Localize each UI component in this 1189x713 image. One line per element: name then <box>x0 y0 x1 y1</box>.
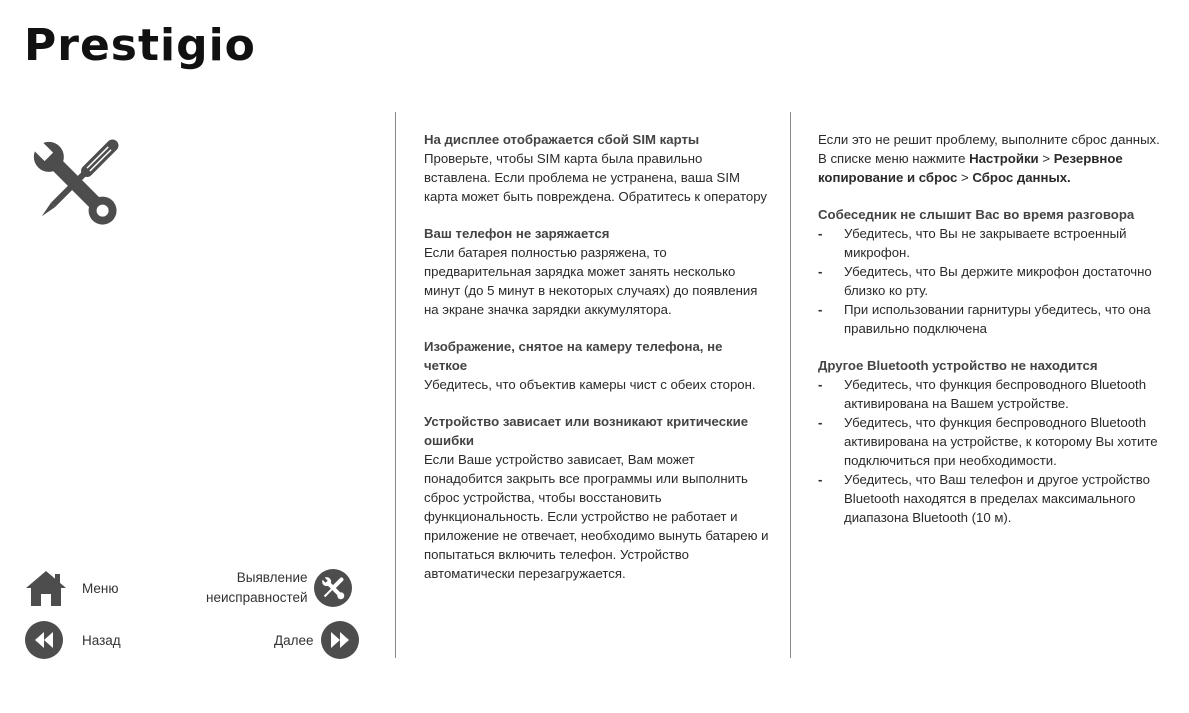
list-item: - Убедитесь, что Вы держите микрофон достаточно близко ко рту. <box>818 262 1168 300</box>
home-icon <box>24 568 68 608</box>
next-button[interactable] <box>274 621 359 659</box>
fast-forward-icon <box>321 621 359 659</box>
content-column-2 <box>818 130 1168 545</box>
section-title: Ваш телефон не заряжается <box>424 226 610 241</box>
bullet-list <box>818 375 1168 527</box>
troubleshoot-button[interactable] <box>206 568 352 608</box>
list-item: - Убедитесь, что функция беспроводного Bluetooth активирована на Вашем устройстве. <box>818 375 1168 413</box>
content-column-1 <box>424 130 769 601</box>
data-reset-path-item: Сброс данных. <box>972 170 1071 185</box>
section-title: Устройство зависает или возникают критические ошибки <box>424 414 749 448</box>
section-camera <box>424 337 769 394</box>
troubleshoot-label-line2: неисправностей <box>206 590 308 605</box>
troubleshoot-label-line1: Выявление <box>236 570 308 585</box>
section-title: Другое Bluetooth устройство не находится <box>818 358 1098 373</box>
rewind-icon <box>25 621 63 659</box>
list-item: - Убедитесь, что Ваш телефон и другое устройство Bluetooth находятся в пределах максимального диапазона Bluetooth (10 м). <box>818 470 1168 527</box>
back-label: Назад <box>82 632 121 648</box>
path-separator: > <box>1038 151 1054 166</box>
section-caller-cannot-hear <box>818 205 1168 338</box>
section-text: Если Ваше устройство зависает, Вам может понадобится закрыть все программы или выполнить сброс устройства, чтобы восстановить функциональность. Если устройство не работает и приложение не отвечает, необходимо вынуть батарею и попытаться включить телефон. Устройство автоматически перезагружается. <box>424 452 769 581</box>
section-title: Собеседник не слышит Вас во время разговора <box>818 207 1135 222</box>
left-divider <box>395 112 396 658</box>
next-label: Далее <box>274 632 314 648</box>
menu-button[interactable] <box>24 568 119 608</box>
bullet-list <box>818 224 1168 338</box>
list-item: - При использовании гарнитуры убедитесь, что она правильно подключена <box>818 300 1168 338</box>
list-item: - Убедитесь, что функция беспроводного Bluetooth активирована на устройстве, к которому Вы хотите подключиться при необходимости. <box>818 413 1168 470</box>
path-separator: > <box>957 170 973 185</box>
settings-path-item: Настройки <box>969 151 1039 166</box>
brand-logo: Prestigio <box>24 20 256 71</box>
reset-text: Если это не решит проблему, выполните сброс данных. В списке меню нажмите <box>818 132 1160 166</box>
section-not-charging <box>424 224 769 319</box>
menu-label: Меню <box>82 580 119 596</box>
troubleshoot-label <box>206 568 308 608</box>
section-bluetooth <box>818 356 1168 527</box>
section-reset <box>818 130 1168 187</box>
tools-icon <box>314 569 352 607</box>
section-sim-error <box>424 130 769 206</box>
section-title: На дисплее отображается сбой SIM карты <box>424 132 700 147</box>
list-item: - Убедитесь, что Вы не закрываете встроенный микрофон. <box>818 224 1168 262</box>
section-text: Убедитесь, что объектив камеры чист с обеих сторон. <box>424 377 756 392</box>
section-text: Если батарея полностью разряжена, то предварительная зарядка может занять несколько минут (до 5 минут в некоторых случаях) до появления на экране значка зарядки аккумулятора. <box>424 245 758 317</box>
section-freeze <box>424 412 769 583</box>
section-title: Изображение, снятое на камеру телефона, не четкое <box>424 339 723 373</box>
middle-divider <box>790 112 791 658</box>
back-button[interactable] <box>25 621 121 659</box>
tools-icon <box>22 130 128 236</box>
section-text: Проверьте, чтобы SIM карта была правильно вставлена. Если проблема не устранена, ваша SIM карта может быть повреждена. Обратитесь к оператору <box>424 151 767 204</box>
backup-reset-path-item: Резервное копирование и сброс <box>818 151 1123 185</box>
